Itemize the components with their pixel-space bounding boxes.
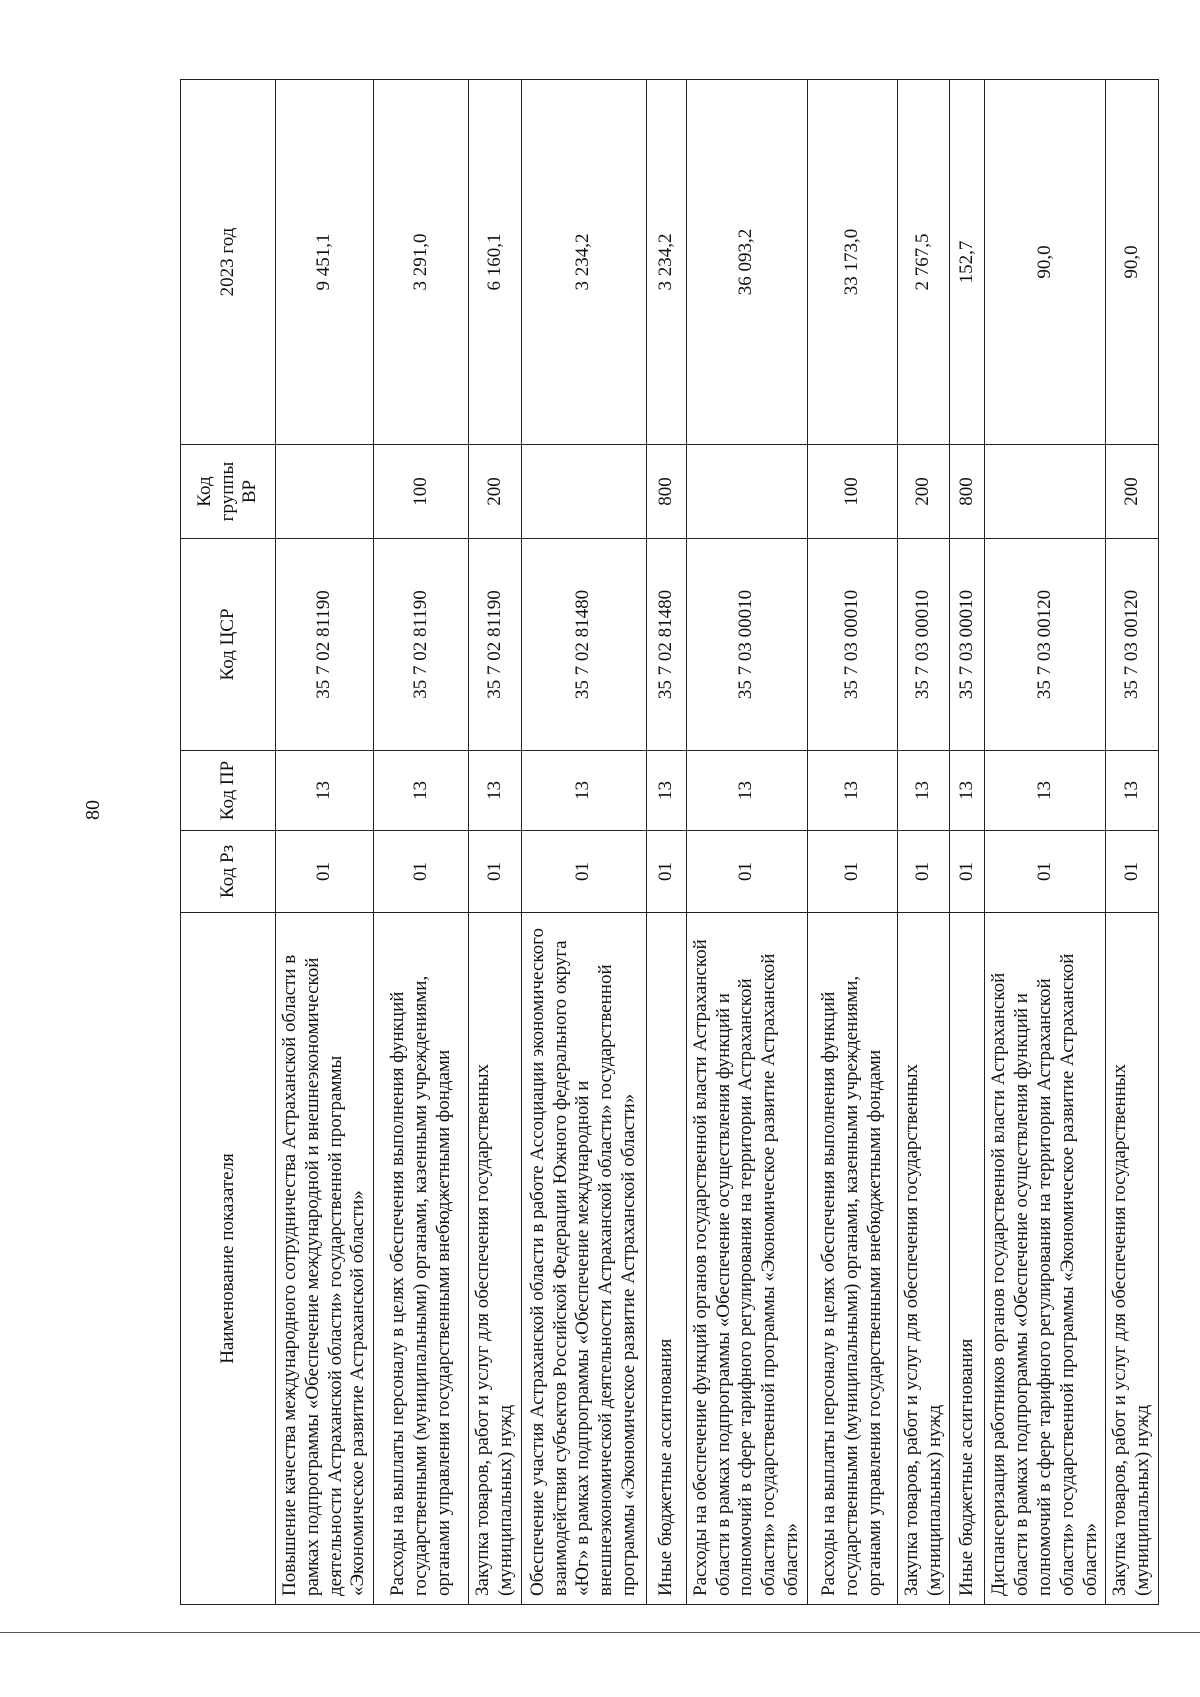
header-vr: Код группы ВР: [181, 445, 276, 539]
table-row: [521, 80, 646, 1605]
row-name: Закупка товаров, работ и услуг для обеспечения государственных (муниципальных) нужд: [897, 913, 950, 1605]
table-row: [807, 80, 897, 1605]
row-pr: 13: [985, 751, 1106, 831]
row-csr: 35 7 03 00120: [985, 539, 1106, 751]
row-vr: [686, 445, 807, 539]
row-rz: 01: [950, 831, 985, 913]
row-name: Иные бюджетные ассигнования: [950, 913, 985, 1605]
table-row: [1106, 80, 1159, 1605]
table-row: [646, 80, 686, 1605]
row-pr: 13: [276, 751, 374, 831]
table-row: [276, 80, 374, 1605]
row-rz: 01: [1106, 831, 1159, 913]
row-amount: 9 451,1: [276, 80, 374, 445]
row-name: Расходы на выплаты персоналу в целях обеспечения выполнения функций государственными (муниципальными) органами, казенными учреждениями, органами управления государственными внебюджетными фондами: [374, 913, 469, 1605]
row-vr: 800: [646, 445, 686, 539]
row-amount: 36 093,2: [686, 80, 807, 445]
budget-table: [180, 79, 1159, 1605]
table-row: [374, 80, 469, 1605]
row-vr: 800: [950, 445, 985, 539]
row-name: Закупка товаров, работ и услуг для обеспечения государственных (муниципальных) нужд: [1106, 913, 1159, 1605]
row-csr: 35 7 03 00010: [950, 539, 985, 751]
table-row: [469, 80, 522, 1605]
row-vr: [521, 445, 646, 539]
row-csr: 35 7 03 00010: [897, 539, 950, 751]
header-rz: Код Рз: [181, 831, 276, 913]
header-name: Наименование показателя: [181, 913, 276, 1605]
row-rz: 01: [276, 831, 374, 913]
row-rz: 01: [521, 831, 646, 913]
row-pr: 13: [1106, 751, 1159, 831]
row-amount: 90,0: [985, 80, 1106, 445]
row-name: Расходы на обеспечение функций органов государственной власти Астраханской области в рамках подпрограммы «Обеспечение осуществления функций и полномочий в сфере тарифного регулирования на территории Астраханской области» государственной программы «Экономическое развитие Астраханской области»: [686, 913, 807, 1605]
row-vr: [985, 445, 1106, 539]
row-rz: 01: [985, 831, 1106, 913]
row-pr: 13: [646, 751, 686, 831]
row-csr: 35 7 02 81190: [374, 539, 469, 751]
row-pr: 13: [950, 751, 985, 831]
row-pr: 13: [374, 751, 469, 831]
row-amount: 33 173,0: [807, 80, 897, 445]
row-csr: 35 7 03 00010: [686, 539, 807, 751]
row-amount: 2 767,5: [897, 80, 950, 445]
row-amount: 152,7: [950, 80, 985, 445]
row-amount: 3 234,2: [646, 80, 686, 445]
budget-table-rotated: [180, 80, 1154, 1605]
row-vr: 200: [469, 445, 522, 539]
page-number: 80: [82, 800, 104, 820]
row-name: Повышение качества международного сотрудничества Астраханской области в рамках подпрограммы «Обеспечение международной и внешнеэкономической деятельности Астраханской области» государственной программы «Экономическое развитие Астраханской области»: [276, 913, 374, 1605]
row-rz: 01: [897, 831, 950, 913]
row-vr: [276, 445, 374, 539]
row-vr: 100: [807, 445, 897, 539]
table-row: [897, 80, 950, 1605]
row-amount: 6 160,1: [469, 80, 522, 445]
row-name: Иные бюджетные ассигнования: [646, 913, 686, 1605]
row-pr: 13: [897, 751, 950, 831]
row-csr: 35 7 02 81190: [469, 539, 522, 751]
row-rz: 01: [807, 831, 897, 913]
row-csr: 35 7 03 00120: [1106, 539, 1159, 751]
row-rz: 01: [469, 831, 522, 913]
row-name: Обеспечение участия Астраханской области в работе Ассоциации экономического взаимодействия субъектов Российской Федерации Южного федерального округа «Юг» в рамках подпрограммы «Обеспечение международной и внешнеэкономической деятельности Астраханской области» государственной программы «Экономическое развитие Астраханской области»: [521, 913, 646, 1605]
row-vr: 200: [1106, 445, 1159, 539]
row-rz: 01: [646, 831, 686, 913]
header-pr: Код ПР: [181, 751, 276, 831]
row-name: Диспансеризация работников органов государственной власти Астраханской области в рамках подпрограммы «Обеспечение осуществления функций и полномочий в сфере тарифного регулирования на территории Астраханской области» государственной программы «Экономическое развитие Астраханской области»: [985, 913, 1106, 1605]
row-csr: 35 7 02 81480: [646, 539, 686, 751]
row-pr: 13: [686, 751, 807, 831]
row-pr: 13: [807, 751, 897, 831]
table-row: [985, 80, 1106, 1605]
row-amount: 3 234,2: [521, 80, 646, 445]
row-rz: 01: [686, 831, 807, 913]
row-vr: 100: [374, 445, 469, 539]
row-pr: 13: [469, 751, 522, 831]
row-pr: 13: [521, 751, 646, 831]
table-row: [686, 80, 807, 1605]
table-header-row: [181, 80, 276, 1605]
row-name: Закупка товаров, работ и услуг для обеспечения государственных (муниципальных) нужд: [469, 913, 522, 1605]
row-name: Расходы на выплаты персоналу в целях обеспечения выполнения функций государственными (муниципальными) органами, казенными учреждениями, органами управления государственными внебюджетными фондами: [807, 913, 897, 1605]
header-csr: Код ЦСР: [181, 539, 276, 751]
table-row: [950, 80, 985, 1605]
row-rz: 01: [374, 831, 469, 913]
row-amount: 90,0: [1106, 80, 1159, 445]
row-csr: 35 7 03 00010: [807, 539, 897, 751]
row-vr: 200: [897, 445, 950, 539]
row-csr: 35 7 02 81190: [276, 539, 374, 751]
row-csr: 35 7 02 81480: [521, 539, 646, 751]
header-amount: 2023 год: [181, 80, 276, 445]
bottom-scan-rule: [0, 1632, 1200, 1633]
row-amount: 3 291,0: [374, 80, 469, 445]
